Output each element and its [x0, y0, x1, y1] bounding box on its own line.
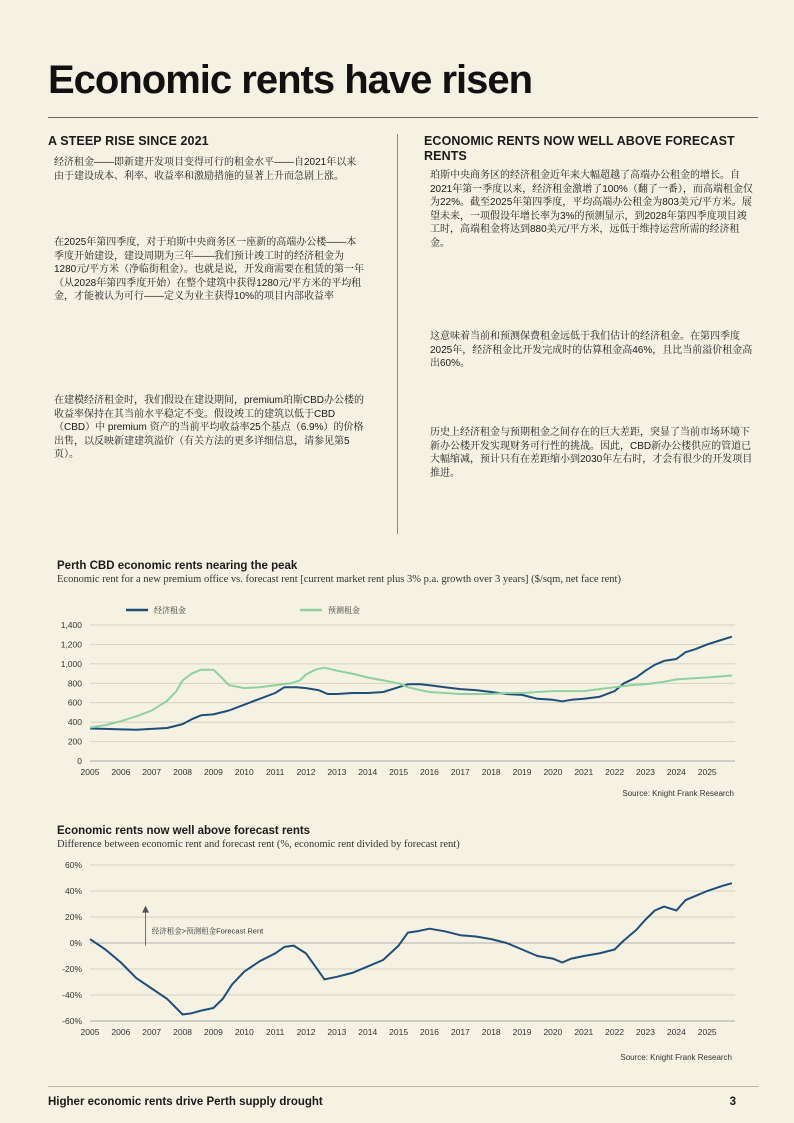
x-tick-label: 2011	[266, 1027, 285, 1037]
x-tick-label: 2009	[203, 1027, 223, 1037]
y-tick-label: 400	[67, 717, 82, 728]
y-tick-label: 600	[67, 697, 82, 708]
x-tick-label: 2018	[481, 1027, 501, 1037]
legend-label-1: 经济租金	[154, 606, 186, 615]
x-tick-label: 2025	[697, 767, 717, 777]
x-tick-label: 2016	[420, 1027, 439, 1037]
y-tick-label: 20%	[64, 912, 82, 922]
x-tick-label: 2014	[358, 1027, 378, 1037]
left-paragraph-2: 在2025年第四季度，对于珀斯中央商务区一座新的高端办公楼——本季度开始建设，建设周期为三年——我们预计竣工时的经济租金为1280元/平方米（净临街租金）。也就是说，开发商需要在租赁的第一年（从2028年第四季度开始）在整个建筑中获得1280元/平方米的平均租金，才能被认为可行——定义为业主获得10%的项目内部收益率	[54, 237, 365, 302]
x-tick-label: 2020	[543, 767, 563, 777]
chart2-source: Source: Knight Frank Research	[620, 1053, 732, 1062]
x-tick-label: 2015	[389, 767, 409, 777]
x-tick-label: 2023	[636, 767, 655, 777]
left-paragraph-1: 经济租金——即新建开发项目变得可行的租金水平——自2021年以来由于建设成本、利率、收益率和激励措施的显著上升而急剧上涨。	[54, 157, 357, 182]
x-tick-label: 2017	[450, 767, 470, 777]
y-tick-label: 0	[77, 756, 82, 766]
y-tick-label: -20%	[62, 964, 82, 974]
x-tick-label: 2022	[605, 1027, 625, 1037]
x-tick-label: 2015	[389, 1027, 409, 1037]
chart2-subtitle: Difference between economic rent and forecast rent (%, economic rent divided by forecast rent)	[57, 839, 460, 850]
chart1-subtitle: Economic rent for a new premium office vs. forecast rent [current market rent plus 3% p.a. growth over 3 years] ($/sqm, net face rent)	[57, 574, 621, 585]
x-tick-label: 2018	[481, 767, 501, 777]
page-number: 3	[729, 1096, 736, 1108]
x-tick-label: 2020	[543, 1027, 563, 1037]
x-tick-label: 2021	[574, 1027, 594, 1037]
x-tick-label: 2010	[234, 767, 254, 777]
page-title: Economic rents have risen	[48, 58, 533, 102]
x-tick-label: 2005	[80, 767, 100, 777]
x-tick-label: 2009	[203, 767, 223, 777]
y-tick-label: 1,000	[60, 658, 82, 669]
x-tick-label: 2013	[327, 767, 347, 777]
x-tick-label: 2016	[420, 767, 439, 777]
chart1-title: Perth CBD economic rents nearing the peak	[57, 560, 298, 572]
column-divider	[397, 134, 398, 534]
x-tick-label: 2011	[266, 767, 285, 777]
x-tick-label: 2019	[512, 1027, 532, 1037]
x-tick-label: 2025	[697, 1027, 717, 1037]
annotation-label: 经济租金>预测租金Forecast Rent	[151, 926, 264, 936]
x-tick-label: 2012	[296, 1027, 316, 1037]
y-tick-label: 800	[67, 678, 82, 689]
y-tick-label: 200	[67, 736, 82, 747]
y-tick-label: 0%	[69, 938, 82, 948]
annotation-arrow-head	[142, 906, 149, 913]
right-column-heading: ECONOMIC RENTS NOW WELL ABOVE FORECAST RENTS	[424, 134, 735, 163]
y-tick-label: -60%	[62, 1016, 82, 1026]
series-line-2	[90, 668, 732, 728]
x-tick-label: 2007	[142, 767, 162, 777]
x-tick-label: 2024	[666, 767, 686, 777]
x-tick-label: 2019	[512, 767, 532, 777]
footer-label: Higher economic rents drive Perth supply drought	[48, 1096, 323, 1108]
legend-label-2: 预测租金	[328, 606, 360, 615]
title-divider	[48, 117, 758, 118]
x-tick-label: 2008	[173, 1027, 193, 1037]
x-tick-label: 2006	[111, 767, 131, 777]
x-tick-label: 2010	[234, 1027, 254, 1037]
x-tick-label: 2023	[636, 1027, 655, 1037]
chart1-plot	[40, 600, 760, 785]
chart2-plot	[40, 856, 760, 1041]
x-tick-label: 2013	[327, 1027, 347, 1037]
chart1-source: Source: Knight Frank Research	[622, 789, 734, 798]
right-paragraph-2: 这意味着当前和预测保费租金远低于我们估计的经济租金。在第四季度2025年，经济租金比开发完成时的估算租金高46%，且比当前溢价租金高出60%。	[430, 331, 753, 369]
y-tick-label: 60%	[64, 860, 82, 870]
left-paragraph-3: 在建模经济租金时，我们假设在建设期间，premium珀斯CBD办公楼的收益率保持在其当前水平稳定不变。假设竣工的建筑以低于CBD（CBD）中 premium 资产的当前平均收益率25个基点（6.9%）的价格出售，以反映新建建筑溢价（有关方法的更多详细信息，请参见第5页）。	[54, 395, 365, 460]
x-tick-label: 2012	[296, 767, 316, 777]
x-tick-label: 2005	[80, 1027, 100, 1037]
y-tick-label: -40%	[62, 990, 82, 1000]
right-paragraph-1: 珀斯中央商务区的经济租金近年来大幅超越了高端办公租金的增长。自2021年第一季度以来，经济租金激增了100%（翻了一番），而高端租金仅为22%。截至2025年第四季度，平均高端办公租金为803美元/平方米。展望未来，一项假设年增长率为3%的预测显示，到2028年第四季度项目竣工时，高端租金将达到880美元/平方米，远低于维持运营所需的经济租金。	[430, 170, 753, 249]
x-tick-label: 2014	[358, 767, 378, 777]
footer-divider	[48, 1086, 758, 1087]
y-tick-label: 40%	[64, 886, 82, 896]
x-tick-label: 2022	[605, 767, 625, 777]
x-tick-label: 2021	[574, 767, 594, 777]
x-tick-label: 2008	[173, 767, 193, 777]
y-tick-label: 1,200	[60, 639, 82, 650]
right-paragraph-3: 历史上经济租金与预期租金之间存在的巨大差距，突显了当前市场环境下新办公楼开发实现财务可行性的挑战。因此，CBD新办公楼供应的管道已大幅缩减，预计只有在差距缩小到2030年左右时，才会有很少的开发项目推进。	[430, 427, 753, 479]
chart2-title: Economic rents now well above forecast rents	[57, 825, 311, 837]
x-tick-label: 2017	[450, 1027, 470, 1037]
y-tick-label: 1,400	[60, 620, 82, 630]
left-column-heading: A STEEP RISE SINCE 2021	[48, 134, 209, 148]
x-tick-label: 2007	[142, 1027, 162, 1037]
x-tick-label: 2024	[666, 1027, 686, 1037]
x-tick-label: 2006	[111, 1027, 131, 1037]
